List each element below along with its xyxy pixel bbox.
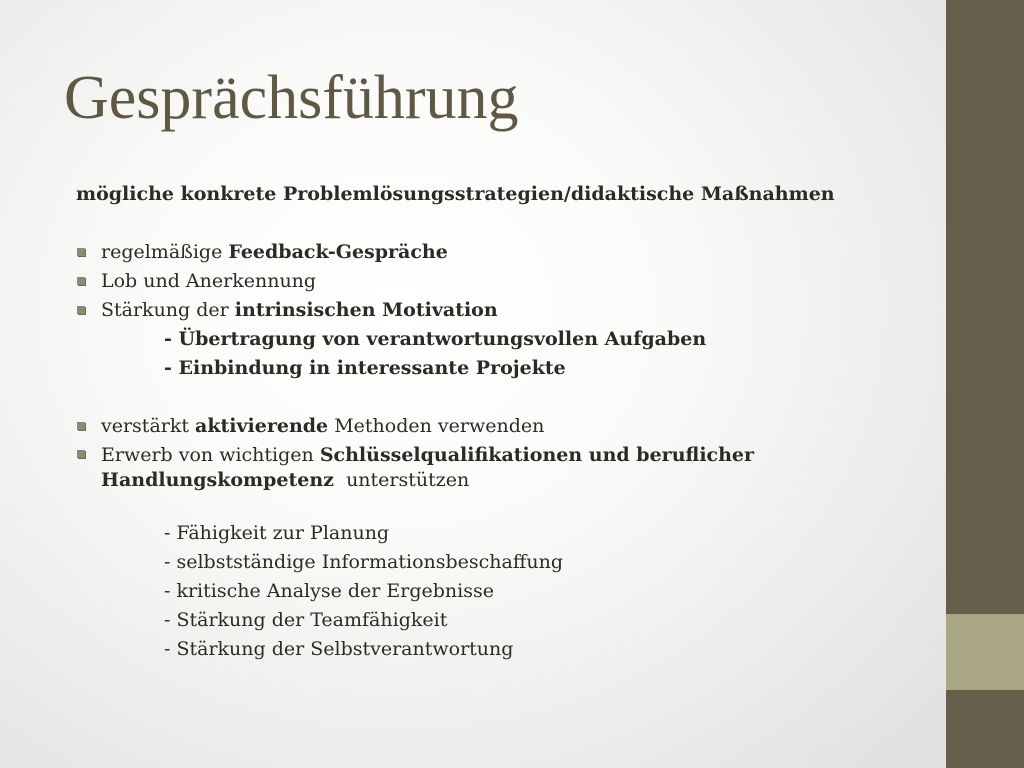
subtitle: mögliche konkrete Problemlösungsstrategien/didaktische Maßnahmen xyxy=(76,183,835,205)
spacer xyxy=(76,495,936,519)
bullet-text: verstärkt xyxy=(101,415,196,437)
bullet-text-bold: Schlüsselqualifikationen und beruflicher Handlungskompetenz xyxy=(101,444,755,491)
square-bullet-icon xyxy=(77,450,85,458)
bullet-text: regelmäßige xyxy=(101,241,229,263)
bullet-text-bold: Feedback-Gespräche xyxy=(228,241,448,263)
bullet-item-competence xyxy=(76,441,936,495)
bullet-text: Stärkung der xyxy=(101,299,235,321)
sub-item-responsibility: - Stärkung der Selbstverantwortung xyxy=(164,638,514,660)
square-bullet-icon xyxy=(77,277,85,285)
bullet-item-methods xyxy=(76,412,936,441)
bullet-text-bold: aktivierende xyxy=(195,415,329,437)
side-accent-block xyxy=(946,614,1024,690)
sub-item-text: - Übertragung von verantwortungsvollen Aufgaben xyxy=(164,328,707,350)
bullet-text: unterstützen xyxy=(333,469,470,491)
bullet-item-feedback xyxy=(76,238,936,267)
sub-item-projects xyxy=(76,354,936,383)
sub-item-teamwork: - Stärkung der Teamfähigkeit xyxy=(164,609,448,631)
square-bullet-icon xyxy=(77,306,85,314)
bullet-item-praise xyxy=(76,267,936,296)
slide-title: Gesprächsführung xyxy=(64,64,519,132)
bullet-text: Erwerb von wichtigen xyxy=(101,444,320,466)
bullet-text: Lob und Anerkennung xyxy=(101,270,317,292)
sub-item-analysis: - kritische Analyse der Ergebnisse xyxy=(164,580,494,602)
sub-item-text: - Einbindung in interessante Projekte xyxy=(164,357,566,379)
bullet-text-bold: intrinsischen Motivation xyxy=(234,299,498,321)
sub-item-tasks xyxy=(76,325,936,354)
bullet-text: Methoden verwenden xyxy=(328,415,545,437)
slide-content xyxy=(76,180,936,664)
sub-item-planning: - Fähigkeit zur Planung xyxy=(164,522,390,544)
square-bullet-icon xyxy=(77,422,85,430)
square-bullet-icon xyxy=(77,248,85,256)
spacer xyxy=(76,383,936,412)
sub-item-information: - selbstständige Informationsbeschaffung xyxy=(164,551,563,573)
bullet-item-motivation xyxy=(76,296,936,325)
